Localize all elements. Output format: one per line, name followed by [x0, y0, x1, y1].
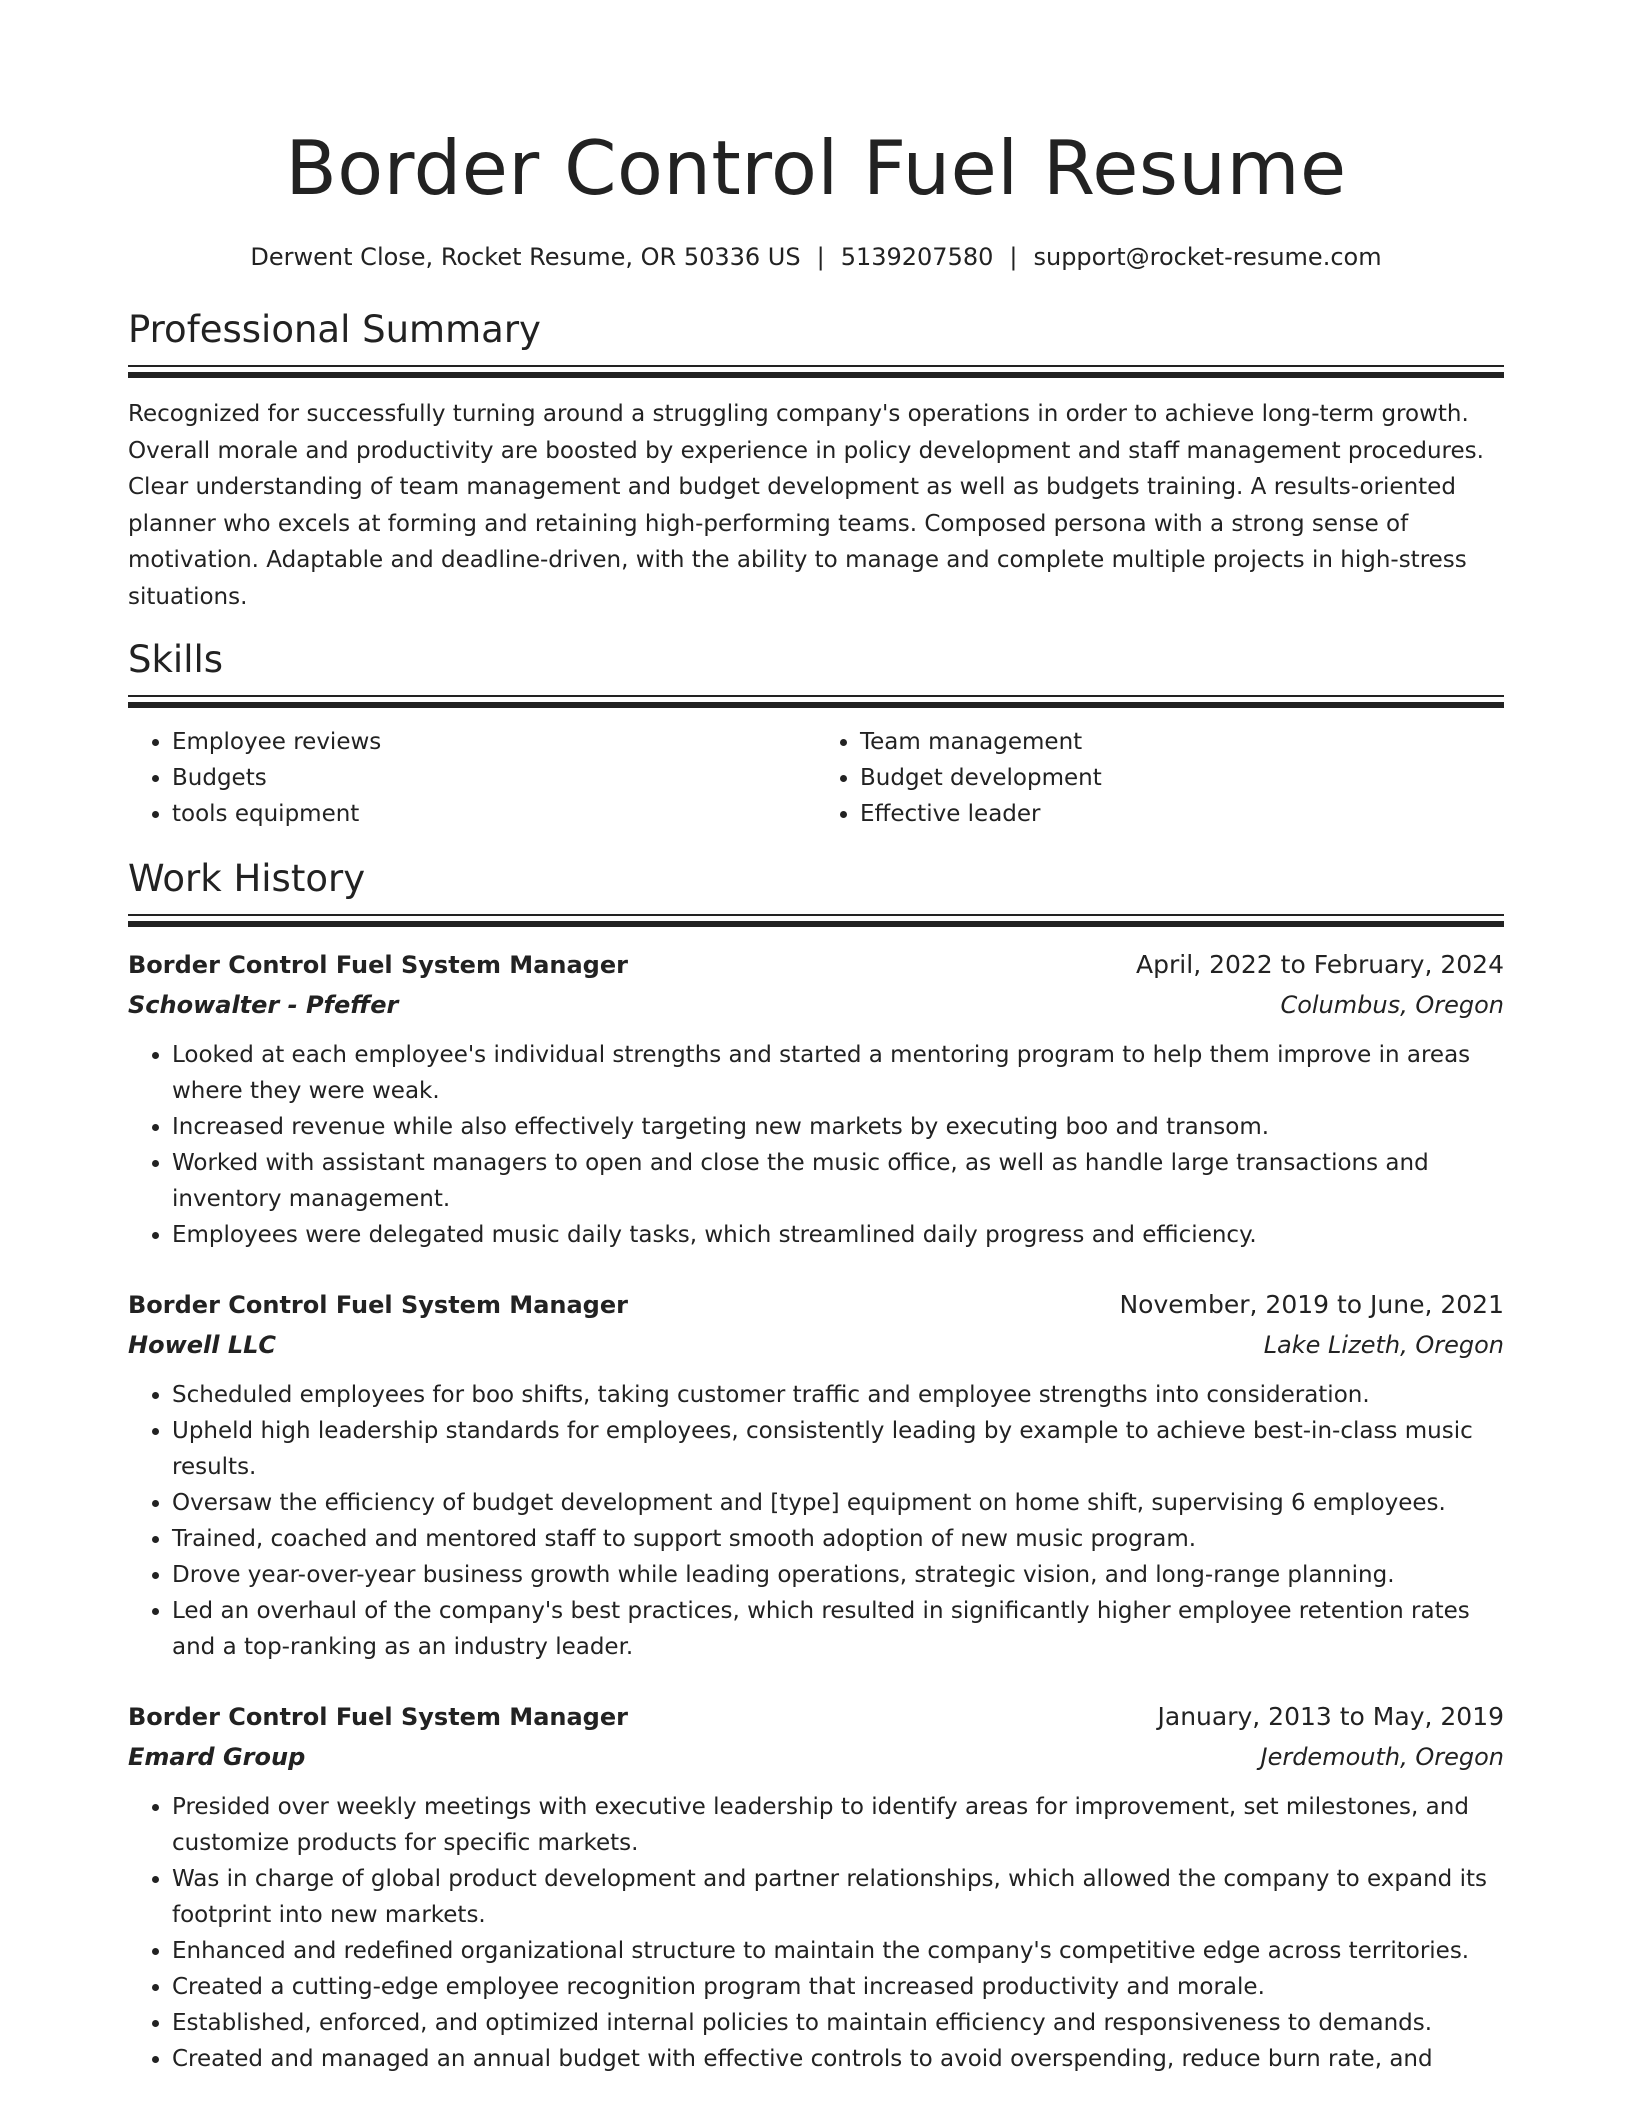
job-bullets [128, 1037, 1504, 1253]
skill-item: • Budgets [172, 760, 816, 796]
resume-title: Border Control Fuel Resume [285, 124, 1347, 212]
job-title: Border Control Fuel System Manager [128, 951, 628, 979]
contact-separator: | [816, 243, 825, 271]
job-bullet: • Enhanced and redefined organizational structure to maintain the company's competitive edge across territories. [172, 1933, 1504, 1969]
job-entry [128, 1285, 1504, 1665]
skills-columns [128, 724, 1504, 832]
job-location: Jerdemouth, Oregon [1260, 1743, 1504, 1771]
job-title: Border Control Fuel System Manager [128, 1291, 628, 1319]
skills-section [128, 635, 1504, 832]
contact-phone: 5139207580 [840, 243, 994, 271]
job-bullet: • Established, enforced, and optimized internal policies to maintain efficiency and responsiveness to demands. [172, 2005, 1504, 2041]
job-header [128, 1285, 1504, 1325]
summary-text: Recognized for successfully turning around a struggling company's operations in order to achieve long-term growth. Overall morale and productivity are boosted by experience in policy development and staff management procedures. Clear understanding of team management and budget development as well as budgets training. A results-oriented planner who excels at forming and retaining high-performing teams. Composed persona with a strong sense of motivation. Adaptable and deadline-driven, with the ability to manage and complete multiple projects in high-stress situations. [128, 401, 1484, 610]
job-location: Columbus, Oregon [1280, 991, 1504, 1019]
skill-item: • Budget development [860, 760, 1504, 796]
job-company: Howell LLC [128, 1331, 277, 1359]
job-location: Lake Lizeth, Oregon [1263, 1331, 1504, 1359]
job-subheader [128, 1737, 1504, 1777]
job-dates: January, 2013 to May, 2019 [1157, 1702, 1504, 1731]
job-bullet: • Employees were delegated music daily tasks, which streamlined daily progress and efficiency. [172, 1217, 1504, 1253]
job-subheader [128, 1325, 1504, 1365]
contact-address: Derwent Close, Rocket Resume, OR 50336 US [250, 243, 801, 271]
job-bullet: • Presided over weekly meetings with executive leadership to identify areas for improvement, set milestones, and customize products for specific markets. [172, 1789, 1504, 1861]
job-entry [128, 945, 1504, 1253]
job-bullet: • Created and managed an annual budget with effective controls to avoid overspending, reduce burn rate, and [172, 2041, 1504, 2077]
work-history-heading: Work History [128, 857, 366, 900]
skills-list-left [128, 724, 816, 832]
job-bullet: • Scheduled employees for boo shifts, taking customer traffic and employee strengths into consideration. [172, 1377, 1504, 1413]
summary-section [128, 305, 1504, 615]
contact-line [128, 240, 1504, 274]
skill-item: • Effective leader [860, 796, 1504, 832]
skills-list-right [816, 724, 1504, 832]
skill-item: • Team management [860, 724, 1504, 760]
skill-item: • tools equipment [172, 796, 816, 832]
job-header [128, 1697, 1504, 1737]
job-subheader [128, 985, 1504, 1025]
job-company: Schowalter - Pfeffer [128, 991, 399, 1019]
job-dates: April, 2022 to February, 2024 [1136, 950, 1504, 979]
contact-separator: | [1009, 243, 1018, 271]
job-bullets [128, 1377, 1504, 1665]
job-bullet: • Increased revenue while also effectively targeting new markets by executing boo and transom. [172, 1109, 1504, 1145]
job-header [128, 945, 1504, 985]
job-bullet: • Led an overhaul of the company's best practices, which resulted in significantly higher employee retention rates and a top-ranking as an industry leader. [172, 1593, 1504, 1665]
job-bullet: • Was in charge of global product development and partner relationships, which allowed the company to expand its footprint into new markets. [172, 1861, 1504, 1933]
job-bullet: • Upheld high leadership standards for employees, consistently leading by example to achieve best-in-class music results. [172, 1413, 1504, 1485]
job-title: Border Control Fuel System Manager [128, 1703, 628, 1731]
job-bullet: • Drove year-over-year business growth while leading operations, strategic vision, and long-range planning. [172, 1557, 1504, 1593]
skills-heading: Skills [128, 638, 224, 681]
work-history-section [128, 854, 1504, 2077]
job-dates: November, 2019 to June, 2021 [1119, 1290, 1504, 1319]
summary-heading: Professional Summary [128, 308, 541, 351]
section-divider [128, 914, 1504, 927]
job-entry [128, 1697, 1504, 2077]
job-bullet: • Worked with assistant managers to open and close the music office, as well as handle large transactions and inventory management. [172, 1145, 1504, 1217]
job-bullet: • Created a cutting-edge employee recognition program that increased productivity and morale. [172, 1969, 1504, 2005]
section-divider [128, 695, 1504, 708]
job-bullets [128, 1789, 1504, 2077]
job-bullet: • Looked at each employee's individual strengths and started a mentoring program to help them improve in areas where they were weak. [172, 1037, 1504, 1109]
skill-item: • Employee reviews [172, 724, 816, 760]
contact-email[interactable]: support@rocket-resume.com [1033, 243, 1382, 271]
section-divider [128, 365, 1504, 378]
job-company: Emard Group [128, 1743, 306, 1771]
job-bullet: • Oversaw the efficiency of budget development and [type] equipment on home shift, supervising 6 employees. [172, 1485, 1504, 1521]
job-bullet: • Trained, coached and mentored staff to support smooth adoption of new music program. [172, 1521, 1504, 1557]
